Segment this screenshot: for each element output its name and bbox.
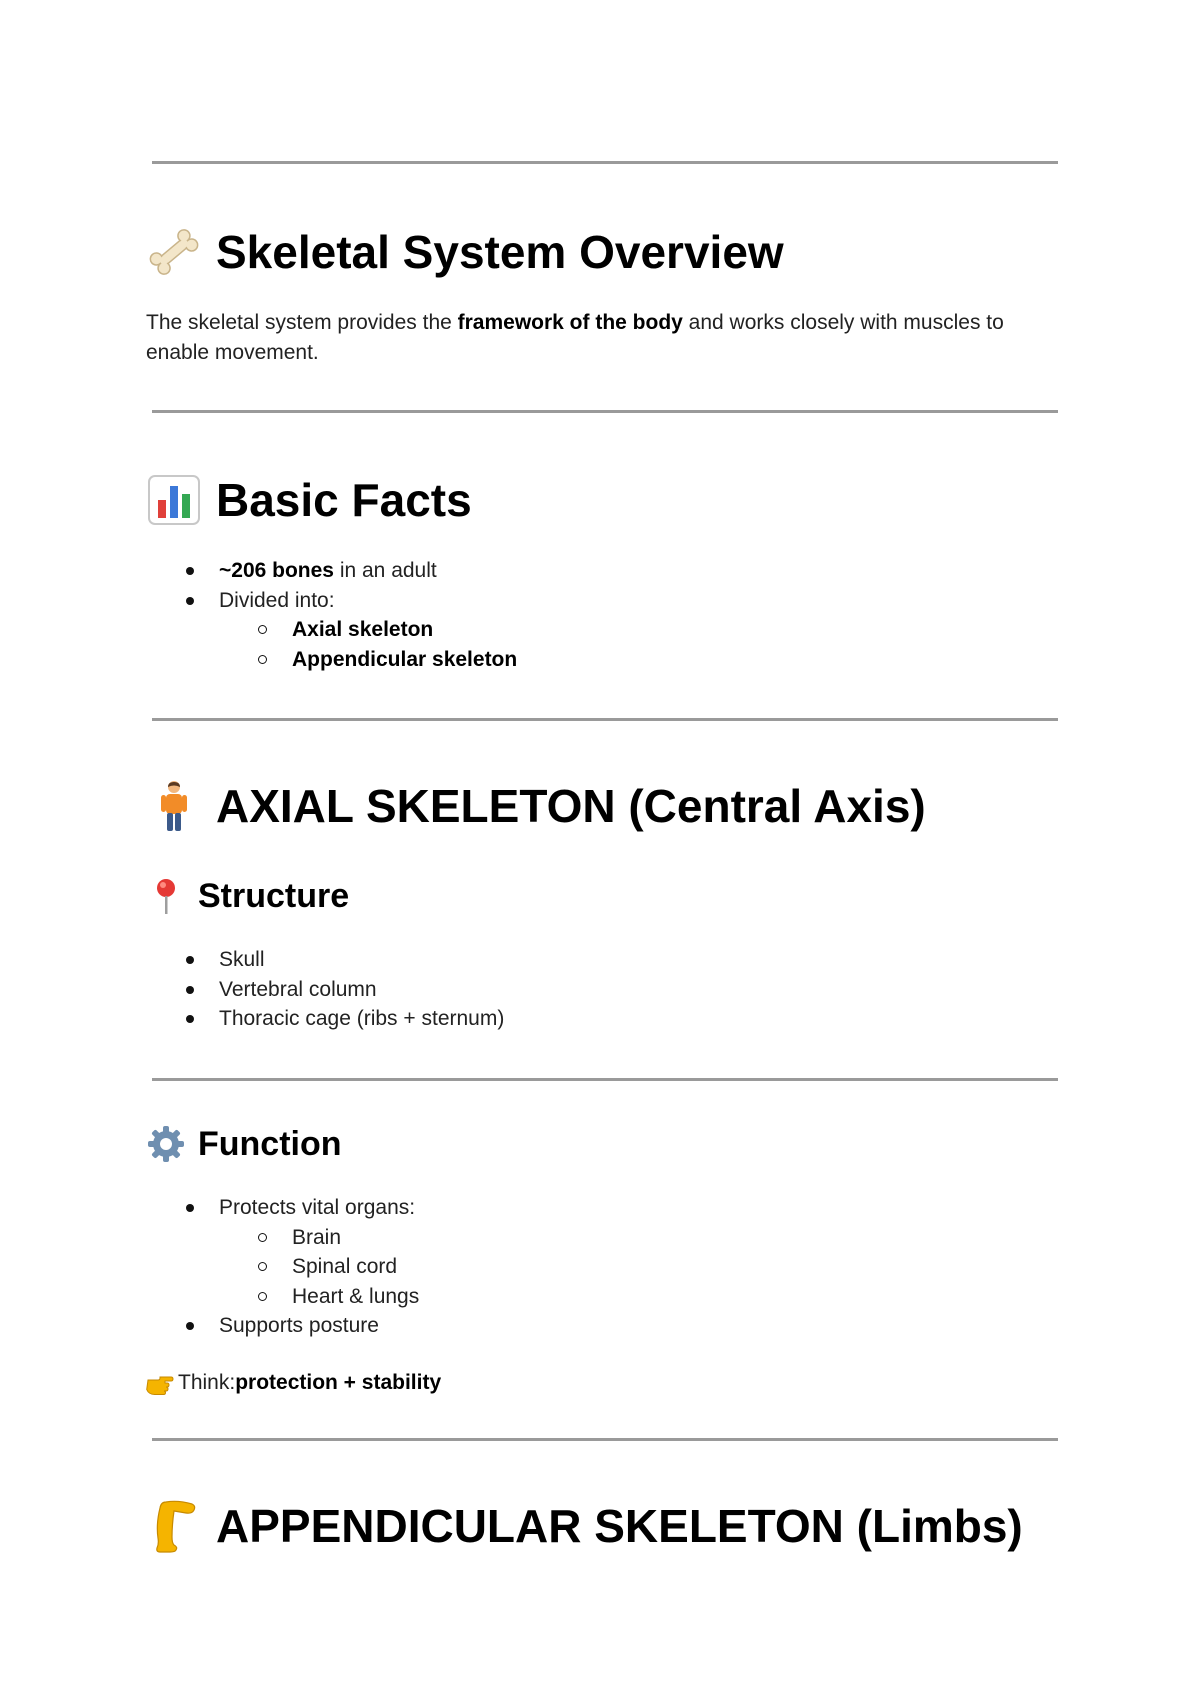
heading-appendicular [146,1498,1023,1554]
structure-item: Thoracic cage (ribs + sternum) [219,1007,505,1030]
heading-function-text: Function [198,1125,342,1163]
structure-list [146,945,504,1034]
heading-appendicular-text: APPENDICULAR SKELETON (Limbs) [216,1500,1023,1552]
structure-item: Skull [219,948,265,971]
pointing-hand-icon [146,1371,174,1395]
list-item [146,975,504,1005]
horizontal-rule [152,410,1058,413]
horizontal-rule [152,718,1058,721]
think-note [146,1368,441,1398]
supports-posture-text: Supports posture [219,1314,379,1337]
structure-item: Vertebral column [219,977,377,1001]
organ-item: Spinal cord [292,1255,398,1278]
organ-item: Brain [292,1225,342,1249]
sub-list-item [146,645,517,675]
divided-into-text: Divided into: [219,588,335,612]
heading-axial [146,778,926,834]
bones-count: ~206 bones [219,559,334,582]
sub-list-item [146,1223,419,1253]
overview-text-bold: framework of the body [457,311,683,334]
axial-skeleton-label: Axial skeleton [292,618,434,641]
list-item [146,945,504,975]
pushpin-icon [146,876,186,916]
overview-text-prefix: The skeletal system provides the [146,311,458,334]
heading-axial-text: AXIAL SKELETON (Central Axis) [216,780,926,832]
basic-facts-list [146,556,517,674]
heading-overview-text: Skeletal System Overview [216,226,784,278]
list-item [146,586,517,616]
heading-basic-facts-text: Basic Facts [216,474,472,526]
list-item [146,1193,419,1223]
heading-structure-text: Structure [198,877,350,915]
horizontal-rule [152,161,1058,164]
bar-chart-icon [146,472,202,528]
bone-icon [146,224,202,280]
heading-function [146,1122,342,1166]
heading-structure [146,874,349,918]
think-bold: protection + stability [235,1371,442,1394]
overview-paragraph [146,308,1062,368]
list-item [146,1311,419,1341]
horizontal-rule [152,1078,1058,1081]
leg-icon [146,1498,202,1554]
sub-list-item [146,1282,419,1312]
bones-count-rest: in an adult [333,559,437,582]
person-standing-icon [146,778,202,834]
overview-text-suffix: and works closely with muscles to enable movement. [146,311,1004,364]
list-item [146,556,517,586]
think-label: Think: [178,1371,236,1394]
protects-organs-text: Protects vital organs: [219,1196,416,1219]
appendicular-skeleton-label: Appendicular skeleton [292,647,518,671]
horizontal-rule [152,1438,1058,1441]
gear-icon [146,1124,186,1164]
organ-item: Heart & lungs [292,1284,420,1308]
function-list [146,1193,419,1341]
sub-list-item [146,615,517,645]
list-item [146,1004,504,1034]
heading-overview [146,224,784,280]
sub-list-item [146,1252,419,1282]
heading-basic-facts [146,472,472,528]
